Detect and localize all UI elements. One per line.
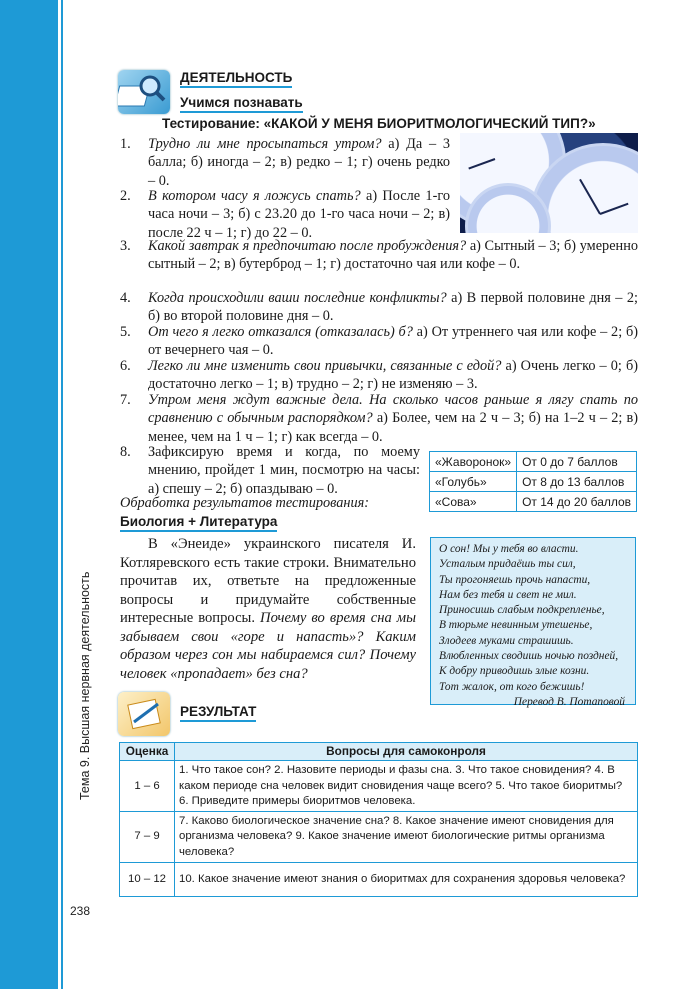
poem-line: В тюрьме невинным утешенье, bbox=[439, 619, 593, 632]
result-heading: РЕЗУЛЬТАТ bbox=[180, 704, 256, 722]
poem-line: Тот жалок, от кого бежишь! bbox=[439, 680, 585, 693]
poem-line: Усталым придаёшь ты сил, bbox=[439, 558, 576, 571]
table-header-row bbox=[120, 743, 638, 761]
score-range: От 14 до 20 баллов bbox=[517, 492, 637, 512]
question-item-1: 1. Трудно ли мне просыпаться утром? а) Да – 3 балла; б) иногда – 2; в) редко – 1; г) очень редко – 0. bbox=[120, 136, 450, 189]
score-type: «Сова» bbox=[430, 492, 517, 512]
activity-subheading: Учимся познавать bbox=[180, 95, 303, 113]
question-item-2: 2. В котором часу я ложусь спать? а) После 1-го часа ночи – 3; б) с 23.20 до 1-го часа ночи – 2; в) после 22 ч – 1; г) до 22 – 0. bbox=[120, 188, 450, 241]
processing-label: Обработка результатов тестирования: bbox=[120, 495, 370, 511]
page-sidebar bbox=[0, 0, 100, 989]
self-check-table bbox=[119, 742, 638, 897]
question-item-5: 5. От чего я легко отказался (отказалась) б? а) От утреннего чая или кофе – 2; б) от вечернего чая – 0. bbox=[120, 324, 639, 359]
score-type: «Голубь» bbox=[430, 472, 517, 492]
score-cell: 7 – 9 bbox=[120, 812, 175, 863]
sidebar-inner-band bbox=[61, 0, 101, 989]
question-item-8: 8. Зафиксирую время и когда, по моему мнению, пройдет 1 мин, посмотрю на часы: а) спешу – 2; б) опаздываю – 0. bbox=[120, 444, 420, 497]
table-row bbox=[120, 812, 638, 863]
questions-cell: 10. Какое значение имеют знания о биоритмах для сохранения здоровья человека? bbox=[175, 863, 638, 897]
poem-line: К добру приводишь злые козни. bbox=[439, 665, 590, 678]
map-magnifier-icon bbox=[118, 70, 170, 114]
poem-line: Нам без тебя и свет не мил. bbox=[439, 588, 577, 601]
poem-line: Ты прогоняешь прочь напасти, bbox=[439, 573, 591, 586]
score-range: От 0 до 7 баллов bbox=[517, 452, 637, 472]
table-row bbox=[430, 452, 637, 472]
poem-line: О сон! Мы у тебя во власти. bbox=[439, 543, 579, 555]
poem-line: Влюбленных сводишь ночью поздней, bbox=[439, 650, 619, 663]
poem-credit: Перевод В. Потаповой bbox=[513, 695, 625, 708]
bio-lit-paragraph: В «Энеиде» украинского писателя И. Котляревского есть такие строки. Внимательно прочитав их, ответьте на предложенные вопросы и придумайте собственные интересные вопросы. Почему во время сна мы забываем свои «горе и напасть»? Каким образом через сон мы набираемся сил? Почему человек «пропадает» без сна? bbox=[120, 536, 416, 682]
score-table bbox=[429, 451, 637, 512]
column-header-score: Оценка bbox=[120, 743, 175, 761]
table-row bbox=[120, 761, 638, 812]
poem-box bbox=[430, 537, 636, 708]
table-row bbox=[120, 863, 638, 897]
score-cell: 10 – 12 bbox=[120, 863, 175, 897]
table-row bbox=[430, 472, 637, 492]
score-cell: 1 – 6 bbox=[120, 761, 175, 812]
activity-heading: ДЕЯТЕЛЬНОСТЬ bbox=[180, 70, 292, 88]
poem-line: Приносишь слабым подкрепленье, bbox=[439, 604, 605, 617]
poem-line: Злодеев муками страшишь. bbox=[439, 634, 574, 647]
table-row bbox=[430, 492, 637, 512]
running-title: Тема 9. Высшая нервная деятельность bbox=[78, 571, 92, 800]
question-item-3: 3. Какой завтрак я предпочитаю после пробуждения? а) Сытный – 3; б) умеренно сытный – 2; в) бутерброд – 1; г) достаточно чая или кофе – 0. bbox=[120, 238, 638, 273]
question-item-4: 4. Когда происходили ваши последние конфликты? а) В первой половине дня – 2; б) во второй половине дня – 0. bbox=[120, 290, 638, 325]
score-type: «Жаворонок» bbox=[430, 452, 517, 472]
questions-cell: 1. Что такое сон? 2. Назовите периоды и фазы сна. 3. Что такое сновидения? 4. В каком периоде сна человек видит сновидения чаще всего? 5. Что такое биоритмы? 6. Приведите примеры биоритмов человека. bbox=[175, 761, 638, 812]
test-title: Тестирование: «КАКОЙ У МЕНЯ БИОРИТМОЛОГИЧЕСКИЙ ТИП?» bbox=[162, 116, 596, 131]
clock-image bbox=[460, 133, 638, 233]
page-number: 238 bbox=[70, 904, 91, 918]
question-item-7: 7. Утром меня ждут важные дела. На сколько часов раньше я лягу спать по сравнению с обычным распорядком? а) Более, чем на 2 ч – 3; б) на 1–2 ч – 2; в) менее, чем на 1 ч – 1; г) как всегда – 0. bbox=[120, 392, 638, 445]
column-header-questions: Вопросы для самоконроля bbox=[175, 743, 638, 761]
bio-lit-heading: Биология + Литература bbox=[120, 514, 277, 532]
score-range: От 8 до 13 баллов bbox=[517, 472, 637, 492]
sidebar-blue-band bbox=[0, 0, 58, 989]
notebook-icon bbox=[118, 692, 170, 736]
question-item-6: 6. Легко ли мне изменить свои привычки, связанные с едой? а) Очень легко – 0; б) достаточно легко – 1; в) трудно – 2; г) не изменяю – 3. bbox=[120, 358, 638, 393]
questions-cell: 7. Каково биологическое значение сна? 8. Какое значение имеют сновидения для организма человека? 9. Какое значение имеют биологические ритмы организма человека? bbox=[175, 812, 638, 863]
